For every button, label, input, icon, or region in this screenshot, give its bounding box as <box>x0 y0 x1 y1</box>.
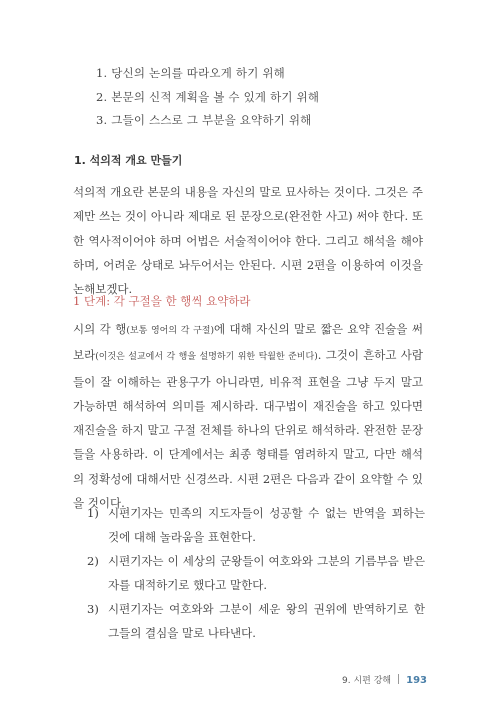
page-footer <box>342 673 427 686</box>
step-paragraph <box>73 317 423 515</box>
summary-text: 시편기자는 민족의 지도자들이 성공할 수 없는 반역을 꾀하는 것에 대해 놀라움을 표현한다. <box>108 506 425 544</box>
step-text-start: 시의 각 행 <box>73 322 127 336</box>
chapter-label: 9. 시편 강해 <box>342 676 392 686</box>
purpose-text: 당신의 논의를 따라오게 하기 위해 <box>111 66 285 80</box>
purpose-number: 2. <box>96 90 108 104</box>
summary-item-2 <box>87 549 425 597</box>
summary-item-3 <box>87 597 425 645</box>
summary-number: 2) <box>87 554 99 568</box>
purpose-item-1 <box>96 65 285 81</box>
step-note-1: (보통 영어의 각 구절) <box>126 326 214 336</box>
summary-number: 1) <box>87 506 99 520</box>
step-heading: 1 단계: 각 구절을 한 행씩 요약하라 <box>73 294 251 308</box>
summary-list <box>87 501 425 645</box>
summary-text: 시편기자는 여호와와 그분이 세운 왕의 권위에 반역하기로 한 그들의 결심을 말로 나타낸다. <box>108 602 425 640</box>
purpose-text: 그들이 스스로 그 부분을 요약하기 위해 <box>111 113 312 127</box>
section-heading: 1. 석의적 개요 만들기 <box>74 154 183 167</box>
purpose-number: 1. <box>96 66 108 80</box>
summary-item-1 <box>87 501 425 549</box>
intro-paragraph: 석의적 개요란 본문의 내용을 자신의 말로 묘사하는 것이다. 그것은 주제만 쓰는 것이 아니라 제대로 된 문장으로(완전한 사고) 써야 한다. 또한 역사적이어야 하며 어법은 서술적이어야 한다. 그리고 해석을 해야 하며, 어려운 상태로 놔두어서는 안된다. 시편 2편을 이용하여 이것을 논해보겠다. <box>73 185 423 297</box>
summary-number: 3) <box>87 602 99 616</box>
purpose-number: 3. <box>96 113 108 127</box>
footer-divider <box>398 674 399 684</box>
summary-text: 시편기자는 이 세상의 군왕들이 여호와와 그분의 기름부음 받은 자를 대적하기로 했다고 말한다. <box>108 554 425 592</box>
step-text-mid: 에 대해 자신의 말로 짧은 요약 진술을 써보라 <box>73 322 423 363</box>
purpose-item-3 <box>96 112 311 128</box>
purpose-text: 본문의 신적 계획을 볼 수 있게 하기 위해 <box>111 90 320 104</box>
purpose-item-2 <box>96 89 319 105</box>
step-note-2: (이것은 설교에서 각 행을 설명하기 위한 탁월한 준비다) <box>95 352 318 363</box>
step-text-end: . 그것이 흔하고 사람들이 잘 이해하는 관용구가 아니라면, 비유적 표현을 그냥 두지 말고 가능하면 해석하여 의미를 제시하라. 대구법이 재진술을 하고 있다면 재진술을 하지 말고 구절 전체를 하나의 단위로 해석하라. 완전한 문장들을 사용하라. 이 단계에서는 최종 형태를 염려하지 말고, 다만 해석의 정확성에 대해서만 신경쓰라. 시편 2편은 다음과 같이 요약할 수 있을 것이다. <box>73 348 423 511</box>
page-number: 193 <box>406 675 427 686</box>
